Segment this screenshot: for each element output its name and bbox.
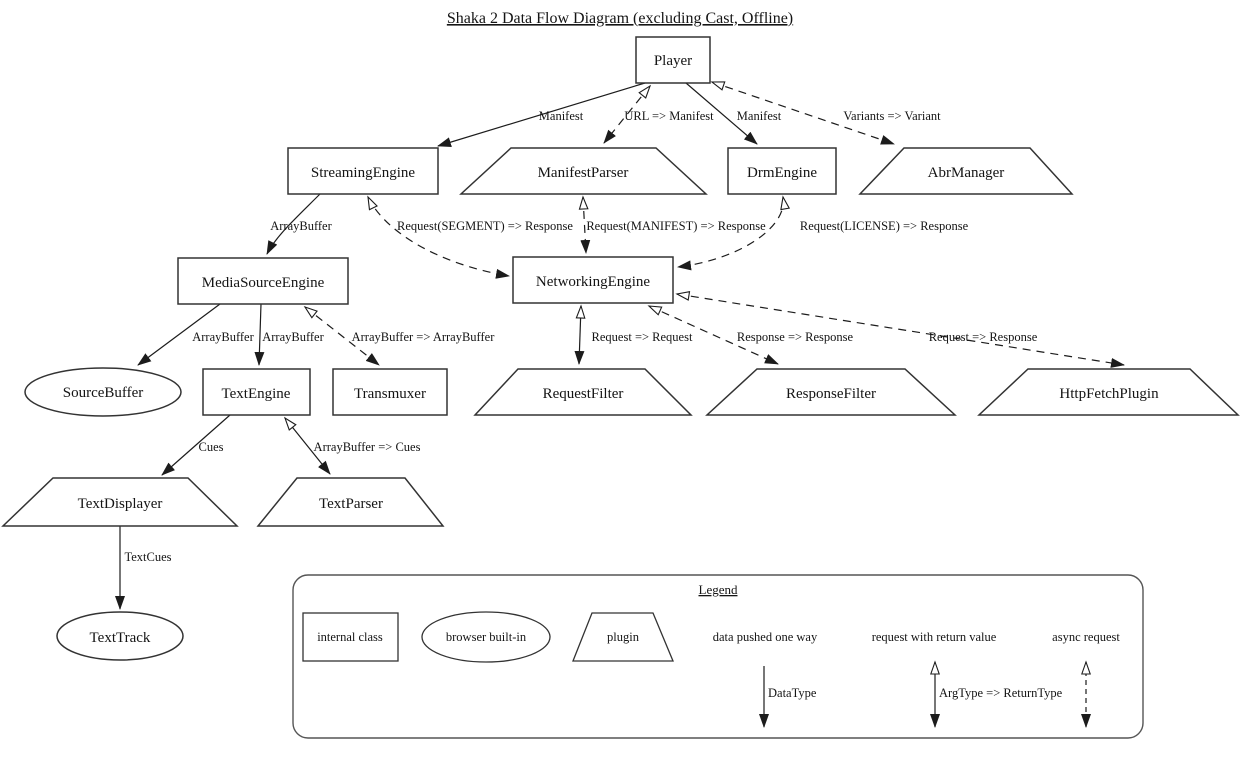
- httpfetchplugin-label: HttpFetchPlugin: [1059, 386, 1159, 402]
- edge-label-player-streamingengine: Manifest: [538, 109, 584, 123]
- node-textengine: [203, 369, 310, 415]
- streamingengine-label: StreamingEngine: [310, 165, 416, 181]
- drmengine-label: DrmEngine: [747, 165, 817, 181]
- edge-label-networking-httpfetch: Request => Response: [928, 330, 1038, 344]
- legend-datatype-label: DataType: [768, 686, 817, 700]
- edge-label-networking-responsefilter: Response => Response: [736, 330, 854, 344]
- edge-label-player-drmengine: Manifest: [736, 109, 782, 123]
- node-mediasourceengine: [178, 258, 348, 304]
- transmuxer-label: Transmuxer: [354, 386, 426, 402]
- mediasourceengine-label: MediaSourceEngine: [201, 275, 325, 291]
- node-sourcebuffer: [25, 368, 181, 416]
- node-networkingengine: [513, 257, 673, 303]
- legend-argtype-label: ArgType => ReturnType: [939, 686, 1063, 700]
- legend-internal-class-label: internal class: [317, 630, 383, 644]
- nodes-layer: [3, 37, 1238, 660]
- node-player: [636, 37, 710, 83]
- textdisplayer-label: TextDisplayer: [77, 496, 163, 512]
- legend-plugin-label: plugin: [607, 630, 639, 644]
- texttrack-label: TextTrack: [89, 630, 151, 646]
- legend-title: Legend: [698, 582, 738, 597]
- node-textparser: [258, 478, 443, 526]
- node-httpfetchplugin: [979, 369, 1238, 415]
- edge-label-streaming-networking: Request(SEGMENT) => Response: [397, 219, 573, 233]
- legend-border: [293, 575, 1143, 738]
- legend: [293, 575, 1143, 738]
- edge-label-streaming-mse: ArrayBuffer: [270, 219, 332, 233]
- node-abrmanager: [860, 148, 1072, 194]
- edge-label-mse-transmuxer: ArrayBuffer => ArrayBuffer: [351, 330, 495, 344]
- edge-label-displayer-track: TextCues: [124, 550, 172, 564]
- legend-async-request-label: async request: [1052, 630, 1120, 644]
- legend-item-browser-builtin: [422, 612, 550, 662]
- edge-streamingengine-networkingengine: [368, 197, 509, 276]
- edge-networkingengine-requestfilter: [579, 306, 581, 364]
- manifestparser-label: ManifestParser: [537, 165, 629, 181]
- networkingengine-label: NetworkingEngine: [535, 274, 651, 290]
- edge-label-manifest-networking: Request(MANIFEST) => Response: [586, 219, 766, 233]
- edge-label-player-abrmanager: Variants => Variant: [843, 109, 941, 123]
- node-textdisplayer: [3, 478, 237, 526]
- legend-item-internal-class: [303, 613, 398, 661]
- edge-label-player-manifestparser: URL => Manifest: [624, 109, 714, 123]
- diagram-title: Shaka 2 Data Flow Diagram (excluding Cast, Offline): [446, 10, 794, 27]
- node-transmuxer: [333, 369, 447, 415]
- node-streamingengine: [288, 148, 438, 194]
- responsefilter-label: ResponseFilter: [786, 386, 876, 402]
- node-manifestparser: [461, 148, 706, 194]
- textengine-label: TextEngine: [221, 386, 291, 402]
- edge-label-mse-textengine: ArrayBuffer: [262, 330, 324, 344]
- legend-data-pushed-label: data pushed one way: [712, 630, 818, 644]
- legend-request-return-label: request with return value: [871, 630, 997, 644]
- edge-label-networking-requestfilter: Request => Request: [591, 330, 693, 344]
- legend-item-plugin: [573, 613, 673, 661]
- node-drmengine: [728, 148, 836, 194]
- node-responsefilter: [707, 369, 955, 415]
- node-requestfilter: [475, 369, 691, 415]
- edge-label-textengine-displayer: Cues: [198, 440, 224, 454]
- legend-browser-builtin-label: browser built-in: [445, 630, 527, 644]
- edge-label-drm-networking: Request(LICENSE) => Response: [799, 219, 969, 233]
- sourcebuffer-label: SourceBuffer: [62, 385, 144, 401]
- node-texttrack: [57, 612, 183, 660]
- player-label: Player: [653, 53, 693, 69]
- abrmanager-label: AbrManager: [927, 165, 1005, 181]
- edge-mediasourceengine-to-textengine: [259, 304, 261, 365]
- requestfilter-label: RequestFilter: [542, 386, 624, 402]
- edge-label-mse-sourcebuffer: ArrayBuffer: [192, 330, 254, 344]
- edge-label-textengine-parser: ArrayBuffer => Cues: [313, 440, 421, 454]
- textparser-label: TextParser: [319, 496, 383, 512]
